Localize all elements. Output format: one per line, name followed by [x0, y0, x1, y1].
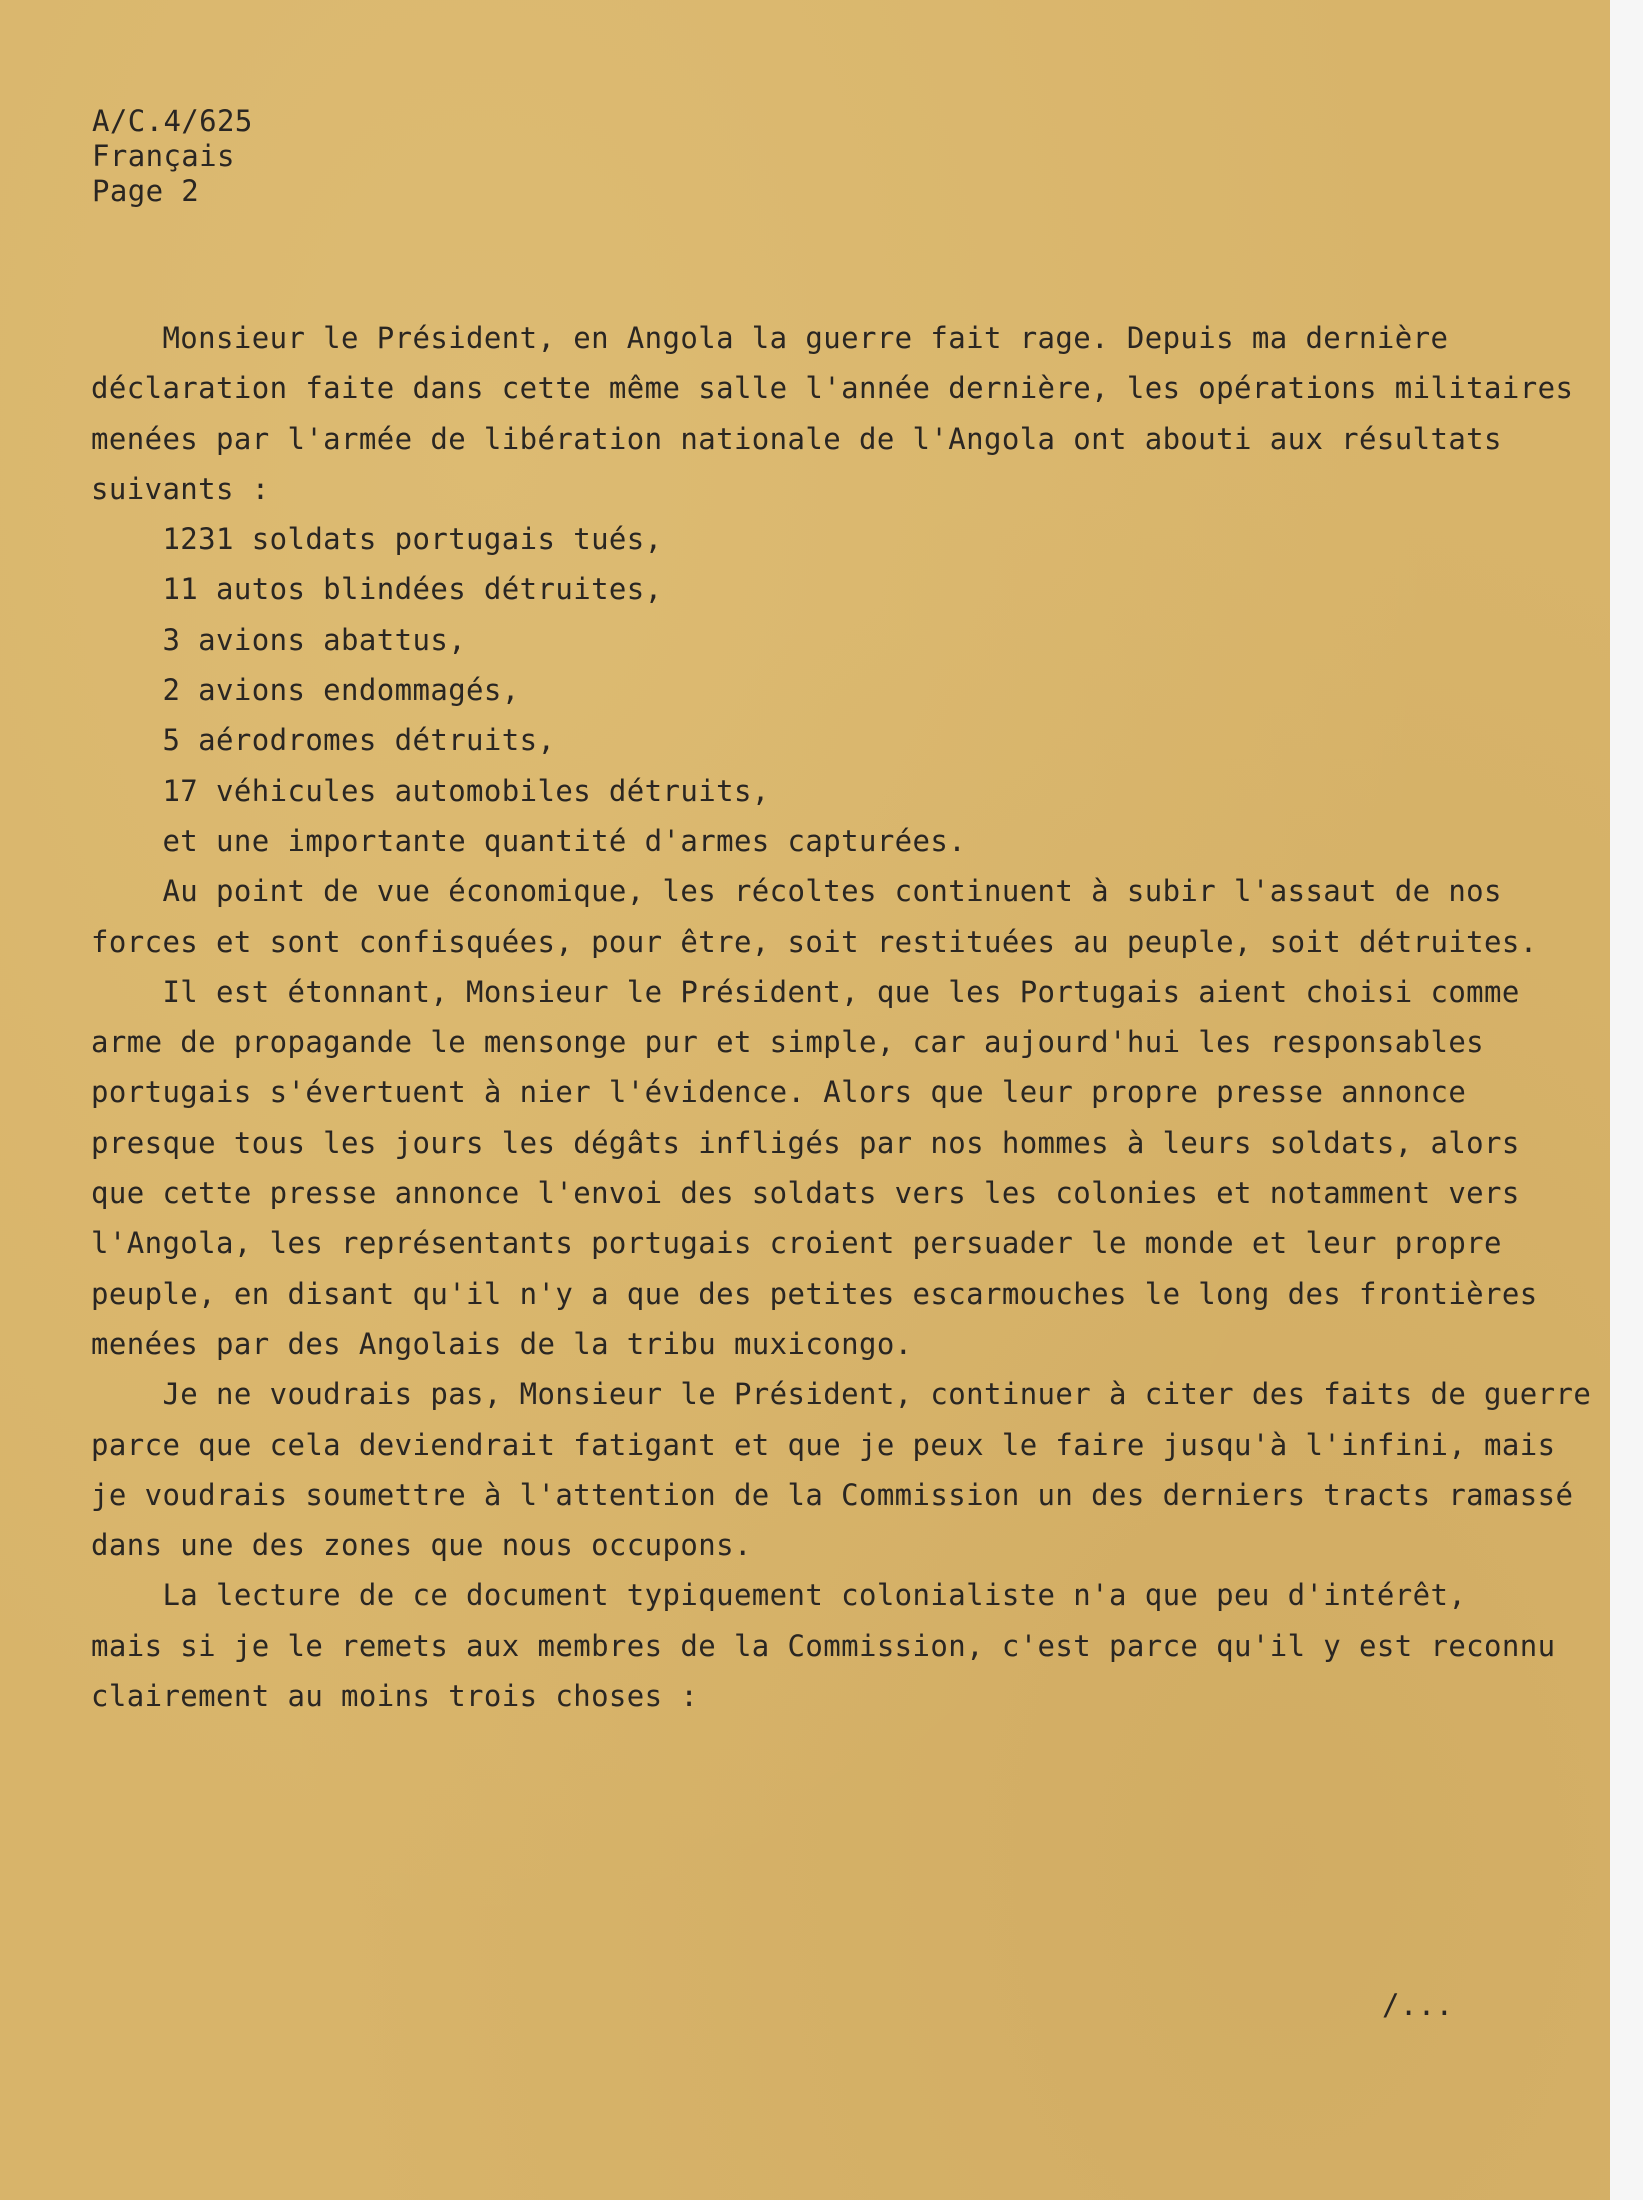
paragraph-document: La lecture de ce document typiquement colonialiste n'a que peu d'intérêt, mais si je le remets aux membres de la Commission, c'est parce qu'il y est reconnu clairement au moins trois choses : [91, 1578, 1556, 1714]
document-body [91, 313, 1591, 1721]
paragraph-propaganda: Il est étonnant, Monsieur le Président, que les Portugais aient choisi comme arme de propagande le mensonge pur et simple, car aujourd'hui les responsables portugais s'évertuent à nier l'évidence. Alors que leur propre presse annonce presque tous les jours les dégâts infligés par nos hommes à leurs soldats, alors que cette presse annonce l'envoi des soldats vers les colonies et notamment vers l'Angola, les représentants portugais croient persuader le monde et leur propre peuple, en disant qu'il n'y a que des petites escarmouches le long des frontières menées par des Angolais de la tribu muxicongo. [91, 974, 1538, 1361]
paragraph-economic: Au point de vue économique, les récoltes continuent à subir l'assaut de nos forces et sont confisquées, pour être, soit restituées au peuple, soit détruites. [91, 874, 1538, 959]
document-language: Français [92, 139, 235, 173]
paragraph-tract: Je ne voudrais pas, Monsieur le Président, continuer à citer des faits de guerre parce que cela deviendrait fatigant et que je peux le faire jusqu'à l'infini, mais je voudrais soumettre à l'attention de la Commission un des derniers tracts ramassé dans une des zones que nous occupons. [91, 1377, 1592, 1563]
document-header [92, 104, 253, 209]
paragraph-opening: Monsieur le Président, en Angola la guerre fait rage. Depuis ma dernière déclaration faite dans cette même salle l'année dernière, les opérations militaires menées par l'armée de libération nationale de l'Angola ont abouti aux résultats suivants : [91, 321, 1574, 506]
scan-margin [1610, 0, 1643, 2200]
continuation-mark: /... [1382, 1988, 1454, 2022]
results-list: 1231 soldats portugais tués, 11 autos blindées détruites, 3 avions abattus, 2 avions endommagés, 5 aérodromes détruits, 17 véhicules automobiles détruits, et une importante quantité d'armes capturées. [162, 522, 967, 858]
document-symbol: A/C.4/625 [92, 104, 253, 138]
page-number: Page 2 [92, 174, 200, 208]
